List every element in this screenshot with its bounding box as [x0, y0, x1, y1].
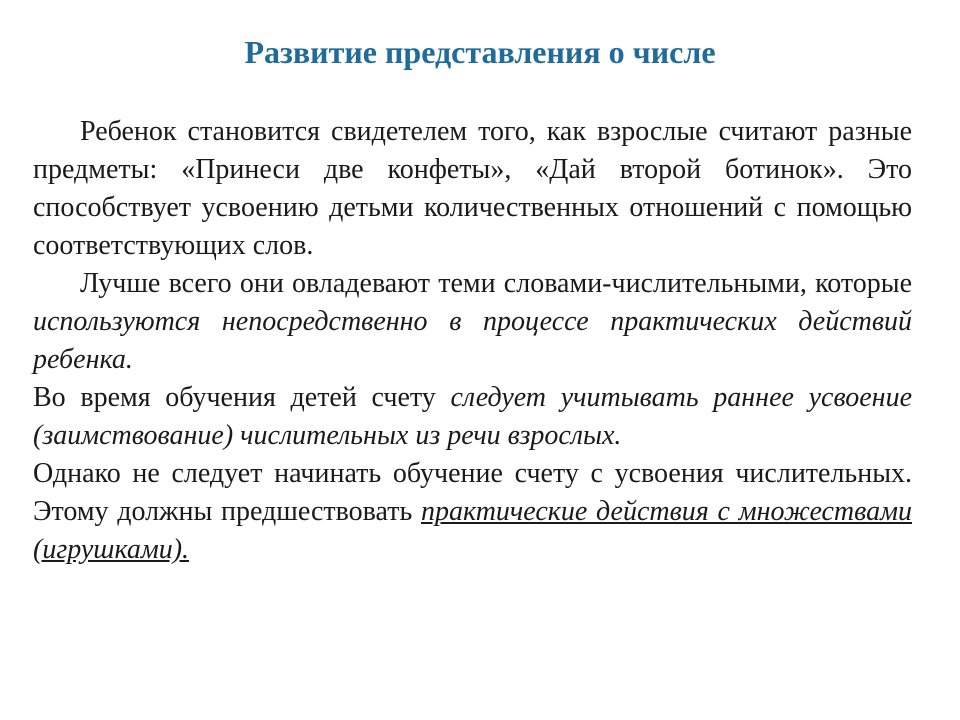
- paragraph-1: [33, 113, 912, 265]
- paragraph-2-italic: используются непосредственно в процессе практических действий ребенка.: [33, 306, 912, 375]
- paragraph-3-text: Во время обучения детей счету: [33, 382, 451, 413]
- slide-body: [33, 113, 912, 569]
- paragraph-4: [33, 455, 912, 569]
- paragraph-2-text: Лучше всего они овладевают теми словами-числительными, которые: [80, 268, 912, 299]
- paragraph-3: [33, 379, 912, 455]
- paragraph-4-italic-underlined: практические действия с множествами (игрушками).: [33, 496, 912, 565]
- slide-title: Развитие представления о числе: [244, 34, 716, 70]
- paragraph-3-italic: следует учитывать раннее усвоение (заимствование) числительных из речи взрослых.: [33, 382, 912, 451]
- paragraph-4-text: Однако не следует начинать обучение счету с усвоения числительных. Этому должны предшествовать: [33, 458, 912, 527]
- paragraph-2: [33, 265, 912, 379]
- paragraph-1-text: Ребенок становится свидетелем того, как взрослые считают разные предметы: «Принеси две конфеты», «Дай второй ботинок». Это способствует усвоению детьми количественных отношений с помощью соответствующих слов.: [33, 116, 912, 261]
